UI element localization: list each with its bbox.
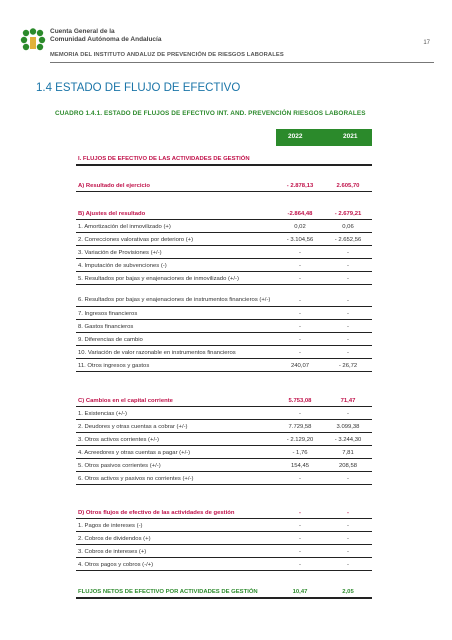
row-label: 7. Ingresos financieros	[78, 311, 138, 317]
table-row	[76, 445, 372, 459]
section-title: 1.4 ESTADO DE FLUJO DE EFECTIVO	[36, 82, 241, 94]
row-label: 4. Imputación de subvenciones (-)	[78, 263, 167, 269]
value-2022: - 2.878,13	[286, 183, 314, 189]
table-row	[76, 471, 372, 485]
value-2022: - 2.129,20	[286, 437, 314, 443]
value-2021: -	[347, 337, 349, 343]
value-2022: -	[299, 298, 301, 304]
subtotal-row-b	[76, 206, 372, 220]
table-caption: CUADRO 1.4.1. ESTADO DE FLUJOS DE EFECTIVO INT. AND. PREVENCIÓN RIESGOS LABORALES	[55, 110, 366, 117]
org-name-line1: Cuenta General de la	[50, 28, 115, 35]
table-row	[76, 271, 372, 285]
year-2021-label: 2021	[343, 133, 358, 140]
table-row	[76, 358, 372, 372]
value-2021: -	[347, 549, 349, 555]
section-heading-row	[76, 151, 372, 166]
row-label: 5. Otros pasivos corrientes (+/-)	[78, 463, 161, 469]
value-2021: - 3.244,30	[334, 437, 362, 443]
section-heading: I. FLUJOS DE EFECTIVO DE LAS ACTIVIDADES DE GESTIÓN	[78, 156, 250, 162]
subtotal-row-d	[76, 505, 372, 519]
value-2022: -	[299, 476, 301, 482]
row-label: 4. Acreedores y otras cuentas a pagar (+/-)	[78, 450, 191, 456]
value-2022: -	[299, 510, 301, 516]
row-label: 5. Resultados por bajas y enajenaciones de inmovilizado (+/-)	[78, 276, 239, 282]
table-row	[76, 432, 372, 446]
table-row	[76, 557, 372, 571]
row-label: 2. Correcciones valorativas por deterioro (+)	[78, 237, 194, 243]
row-label: 3. Cobros de intereses (+)	[78, 549, 147, 555]
table-row	[76, 319, 372, 333]
value-2022: -	[299, 263, 301, 269]
page-number: 17	[423, 40, 430, 46]
value-2022: -	[299, 337, 301, 343]
table-row	[76, 419, 372, 433]
value-2021: -	[347, 411, 349, 417]
value-2021: -	[347, 276, 349, 282]
table-row	[76, 258, 372, 272]
row-label: 6. Otros activos y pasivos no corrientes (+/-)	[78, 476, 194, 482]
row-label: 3. Otros activos corrientes (+/-)	[78, 437, 160, 443]
table-row	[76, 219, 372, 233]
value-2021: -	[347, 350, 349, 356]
row-label: A) Resultado del ejercicio	[78, 183, 151, 189]
value-2021: 2,05	[342, 589, 354, 595]
table-row	[76, 531, 372, 545]
table-row	[76, 232, 372, 246]
row-label: 4. Otros pagos y cobros (-/+)	[78, 562, 154, 568]
value-2021: -	[347, 263, 349, 269]
value-2021: -	[347, 324, 349, 330]
value-2021: 0,06	[342, 224, 354, 230]
value-2022: -	[299, 324, 301, 330]
value-2021: - 26,72	[338, 363, 358, 369]
row-label: 2. Cobros de dividendos (+)	[78, 536, 151, 542]
value-2021: 71,47	[340, 398, 356, 404]
junta-andalucia-logo-icon	[20, 28, 46, 54]
value-2022: 7.729,58	[288, 424, 312, 430]
value-2022: - 3.104,56	[286, 237, 314, 243]
value-2022: -	[299, 350, 301, 356]
table-row	[76, 284, 372, 307]
value-2022: -	[299, 536, 301, 542]
value-2021: -	[347, 311, 349, 317]
row-label: 1. Existencias (+/-)	[78, 411, 127, 417]
table-row	[76, 544, 372, 558]
value-2021: 7,81	[342, 450, 354, 456]
row-label: 8. Gastos financieros	[78, 324, 134, 330]
value-2022: -2.864,48	[287, 211, 313, 217]
value-2022: -	[299, 250, 301, 256]
row-label: D) Otros flujos de efectivo de las actividades de gestión	[78, 510, 235, 516]
total-row	[76, 584, 372, 599]
value-2021: -	[347, 523, 349, 529]
document-subtitle: MEMORIA DEL INSTITUTO ANDALUZ DE PREVENCIÓN DE RIESGOS LABORALES	[50, 52, 284, 58]
value-2021: - 2.652,56	[334, 237, 362, 243]
subtotal-row-c	[76, 393, 372, 407]
table-row	[76, 332, 372, 346]
value-2022: 240,07	[290, 363, 310, 369]
header-divider	[50, 62, 434, 63]
value-2021: 3.099,38	[336, 424, 360, 430]
value-2022: -	[299, 276, 301, 282]
org-name-line2: Comunidad Autónoma de Andalucía	[50, 36, 162, 43]
table-row	[76, 406, 372, 420]
row-label: 2. Deudores y otras cuentas a cobrar (+/-)	[78, 424, 188, 430]
table-row	[76, 306, 372, 320]
value-2022: -	[299, 549, 301, 555]
year-header	[276, 129, 372, 146]
row-label: 11. Otros ingresos y gastos	[78, 363, 150, 369]
table-row	[76, 518, 372, 532]
subtotal-row-a	[76, 178, 372, 192]
value-2021: 208,58	[338, 463, 358, 469]
value-2021: 2.605,70	[336, 183, 360, 189]
value-2021: -	[347, 536, 349, 542]
row-label: 1. Pagos de intereses (-)	[78, 523, 143, 529]
value-2022: -	[299, 523, 301, 529]
row-label: 3. Variación de Provisiones (+/-)	[78, 250, 162, 256]
row-label: 6. Resultados por bajas y enajenaciones de instrumentos financieros (+/-)	[78, 297, 271, 303]
value-2022: 0,02	[294, 224, 306, 230]
value-2022: 10,47	[292, 589, 308, 595]
year-2022-label: 2022	[288, 133, 303, 140]
row-label: 9. Diferencias de cambio	[78, 337, 143, 343]
table-row	[76, 345, 372, 359]
row-label: B) Ajustes del resultado	[78, 211, 146, 217]
table-row	[76, 245, 372, 259]
row-label: FLUJOS NETOS DE EFECTIVO POR ACTIVIDADES DE GESTIÓN	[78, 589, 258, 595]
value-2021: -	[347, 562, 349, 568]
value-2021: -	[347, 510, 349, 516]
value-2022: 5.753,08	[288, 398, 312, 404]
row-label: 1. Amortización del inmovilizado (+)	[78, 224, 171, 230]
value-2021: -	[347, 476, 349, 482]
value-2022: -	[299, 411, 301, 417]
value-2021: -	[347, 250, 349, 256]
value-2022: - 1,76	[292, 450, 308, 456]
value-2022: -	[299, 562, 301, 568]
table-row	[76, 458, 372, 472]
row-label: C) Cambios en el capital corriente	[78, 398, 173, 404]
value-2021: -	[347, 298, 349, 304]
row-label: 10. Variación de valor razonable en instrumentos financieros	[78, 350, 236, 356]
value-2022: -	[299, 311, 301, 317]
value-2021: - 2.679,21	[334, 211, 362, 217]
value-2022: 154,45	[290, 463, 310, 469]
